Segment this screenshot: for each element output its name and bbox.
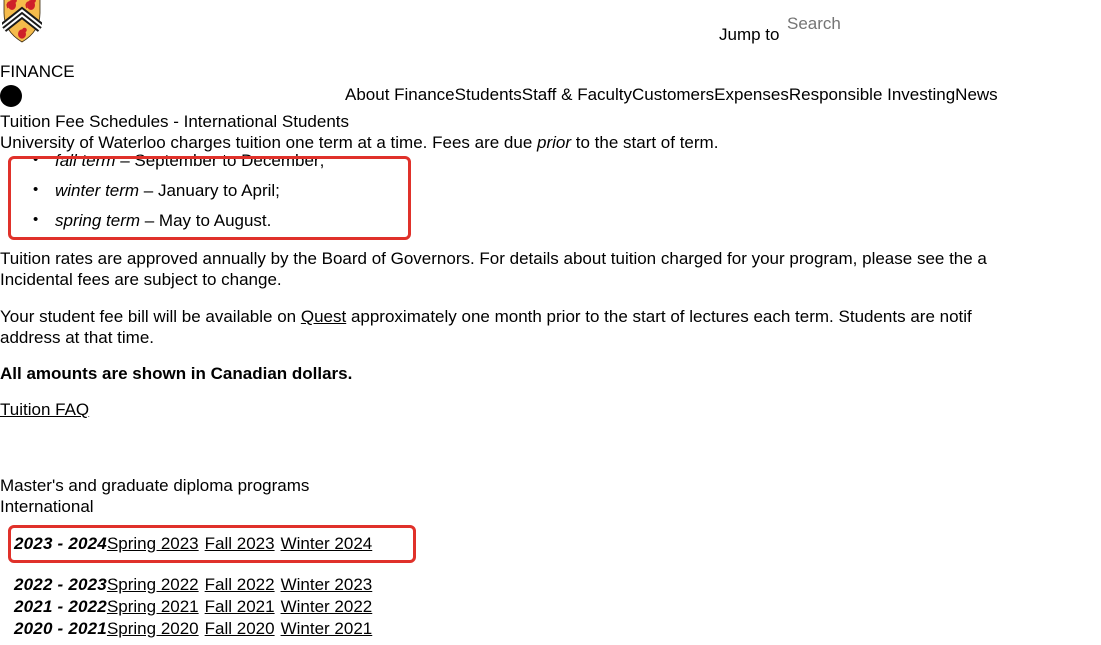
bullet-icon: • (33, 151, 39, 168)
schedule-row-2022-2023 (14, 575, 372, 595)
uw-crest-logo[interactable] (2, 0, 42, 45)
quest-link[interactable]: Quest (300, 307, 347, 326)
fall-2020-link[interactable]: Fall 2020 (204, 619, 275, 638)
term-name: spring term (55, 211, 141, 230)
winter-2023-link[interactable]: Winter 2023 (280, 575, 373, 594)
fee-bill-text: Your student fee bill will be available on (0, 307, 301, 326)
tuition-faq-link[interactable]: Tuition FAQ (0, 400, 90, 419)
year-label: 2023 - 2024 (14, 534, 107, 553)
currency-note: All amounts are shown in Canadian dollars. (0, 364, 353, 383)
bullet-icon: • (33, 211, 39, 228)
year-label: 2021 - 2022 (14, 597, 107, 616)
intro-text: University of Waterloo charges tuition one term at a time. Fees are due (0, 133, 538, 152)
nav-item-about-finance[interactable]: About Finance (345, 85, 455, 104)
page-title: Tuition Fee Schedules - International Students (0, 112, 350, 131)
winter-2021-link[interactable]: Winter 2021 (280, 619, 373, 638)
schedule-row-2021-2022 (14, 597, 372, 617)
rates-paragraph-line1: Tuition rates are approved annually by the Board of Governors. For details about tuition charged for your program, please see the a (0, 249, 987, 268)
nav-item-news[interactable]: News (955, 85, 998, 104)
main-navigation (345, 85, 998, 105)
fall-2022-link[interactable]: Fall 2022 (204, 575, 275, 594)
search-link[interactable]: Search (787, 14, 841, 33)
spring-2023-link[interactable]: Spring 2023 (106, 534, 199, 553)
jump-to-menu[interactable]: Jump to (719, 25, 780, 44)
section-title: Master's and graduate diploma programs (0, 476, 310, 495)
intro-paragraph (0, 133, 718, 153)
nav-item-expenses[interactable]: Expenses (714, 85, 789, 104)
fee-bill-paragraph-line1 (0, 307, 972, 327)
circle-icon[interactable] (0, 85, 22, 107)
spring-2020-link[interactable]: Spring 2020 (106, 619, 199, 638)
bullet-icon: • (33, 181, 39, 198)
fee-bill-text-after: approximately one month prior to the start of lectures each term. Students are notif (346, 307, 972, 326)
nav-item-staff-faculty[interactable]: Staff & Faculty (521, 85, 632, 104)
fee-bill-paragraph-line2: address at that time. (0, 328, 155, 347)
list-item (0, 181, 430, 201)
term-desc: – September to December; (115, 151, 325, 170)
intro-emphasis: prior (537, 133, 572, 152)
shield-icon (2, 0, 42, 45)
fall-2023-link[interactable]: Fall 2023 (204, 534, 275, 553)
list-item (0, 211, 430, 231)
nav-item-customers[interactable]: Customers (631, 85, 715, 104)
rates-paragraph-line2: Incidental fees are subject to change. (0, 270, 282, 289)
list-item (0, 151, 430, 171)
schedule-row-2023-2024 (14, 534, 372, 554)
term-desc: – January to April; (139, 181, 280, 200)
year-label: 2020 - 2021 (14, 619, 107, 638)
spring-2021-link[interactable]: Spring 2021 (106, 597, 199, 616)
year-label: 2022 - 2023 (14, 575, 107, 594)
term-desc: – May to August. (140, 211, 272, 230)
spring-2022-link[interactable]: Spring 2022 (106, 575, 199, 594)
winter-2022-link[interactable]: Winter 2022 (280, 597, 373, 616)
term-name: winter term (55, 181, 140, 200)
section-subtitle: International (0, 497, 94, 516)
fall-2021-link[interactable]: Fall 2021 (204, 597, 275, 616)
intro-text-after: to the start of term. (571, 133, 719, 152)
term-name: fall term (55, 151, 116, 170)
nav-item-students[interactable]: Students (454, 85, 522, 104)
site-title[interactable]: FINANCE (0, 62, 75, 81)
nav-item-responsible-investing[interactable]: Responsible Investing (788, 85, 956, 104)
winter-2024-link[interactable]: Winter 2024 (280, 534, 373, 553)
schedule-row-2020-2021 (14, 619, 372, 639)
